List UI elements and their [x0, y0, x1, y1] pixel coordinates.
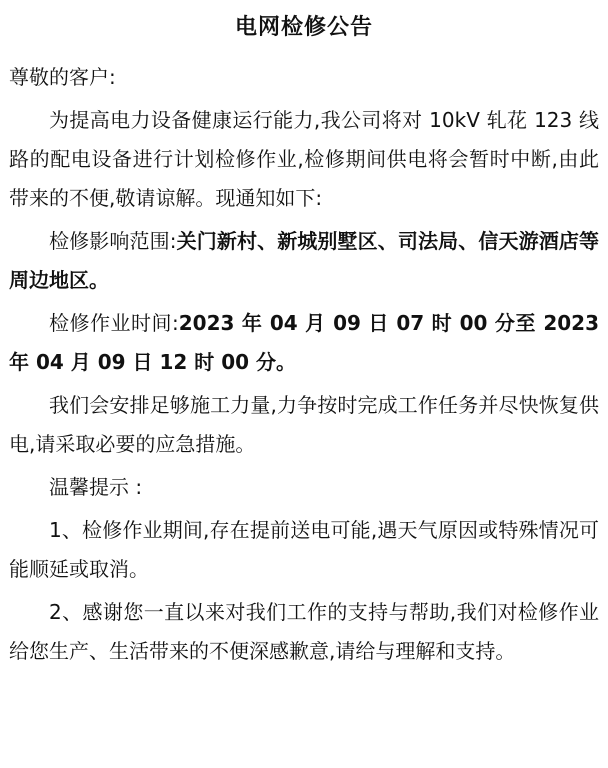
notice-title: 电网检修公告	[234, 15, 373, 40]
time-paragraph	[9, 304, 599, 382]
scope-label: 检修影响范围:	[49, 229, 177, 253]
time-value: 2023 年 04 月 09 日 07 时 00 分至 2023 年 04 月 09 日 12 时 00 分。	[9, 311, 599, 374]
tips-heading: 温馨提示 :	[49, 475, 143, 499]
time-label: 检修作业时间:	[49, 311, 179, 335]
greeting: 尊敬的客户:	[9, 65, 116, 89]
arrangement-paragraph: 我们会安排足够施工力量,力争按时完成工作任务并尽快恢复供电,请采取必要的应急措施。	[9, 393, 599, 456]
tip-item-2: 2、感谢您一直以来对我们工作的支持与帮助,我们对检修作业给您生产、生活带来的不便深感歉意,请给与理解和支持。	[9, 600, 599, 663]
scope-paragraph	[9, 222, 599, 300]
tip-item-1: 1、检修作业期间,存在提前送电可能,遇天气原因或特殊情况可能顺延或取消。	[9, 518, 599, 581]
intro-paragraph: 为提高电力设备健康运行能力,我公司将对 10kV 轧花 123 线路的配电设备进行计划检修作业,检修期间供电将会暂时中断,由此带来的不便,敬请谅解。现通知如下:	[9, 108, 599, 210]
scope-value: 关门新村、新城别墅区、司法局、信天游酒店等周边地区。	[9, 229, 599, 292]
